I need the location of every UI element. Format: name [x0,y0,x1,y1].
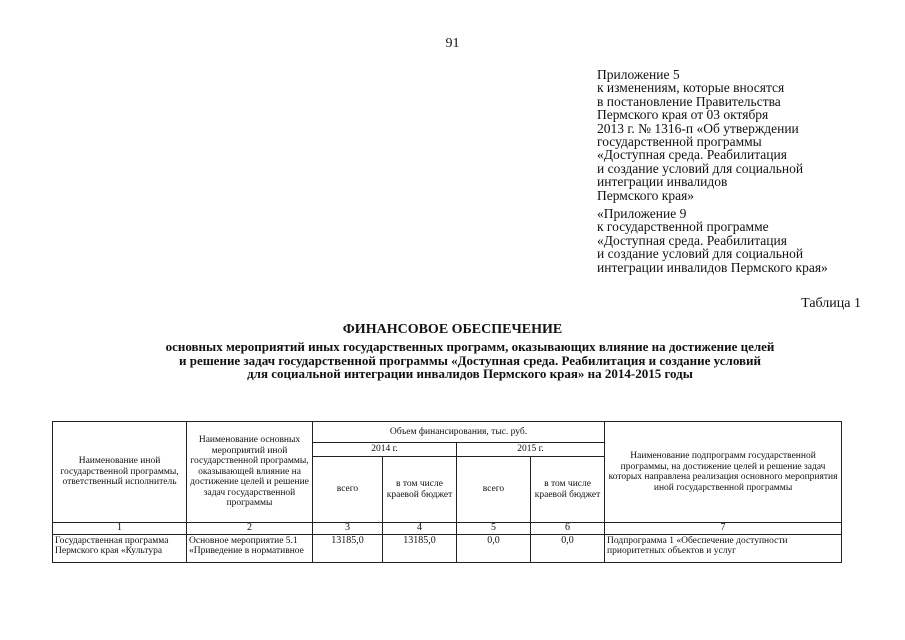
appendix-5-line: Приложение 5 [597,67,680,82]
header-regional-2014: в том числе краевой бюджет [383,457,457,523]
table-label: Таблица 1 [801,296,861,311]
header-funding: Объем финансирования, тыс. руб. [313,422,605,443]
column-number: 2 [187,523,313,535]
document-title: ФИНАНСОВОЕ ОБЕСПЕЧЕНИЕ [342,322,563,337]
column-number: 7 [605,523,842,535]
cell-2015-total: 0,0 [457,534,531,562]
appendix-5-line: интеграции инвалидов [597,174,728,190]
cell-measure-text: Основное мероприятие 5.1 «Приведение в нормативное [189,535,304,556]
appendix-9-line: интеграции инвалидов Пермского края» [597,259,828,275]
column-number: 4 [383,523,457,535]
cell-program-text: Государственная программа Пермского края «Культура [55,535,169,556]
cell-2014-regional: 13185,0 [383,534,457,562]
header-measure: Наименование основных мероприятий иной государственной программы, оказывающей влияние на достижение целей и решение задач государственной программы [187,422,313,523]
column-number: 6 [531,523,605,535]
header-total-2015: всего [457,457,531,523]
column-number: 3 [313,523,383,535]
appendix-5-line: «Доступная среда. Реабилитация [597,147,787,163]
appendix-5-note [597,68,877,202]
header-program: Наименование иной государственной программы, ответственный исполнитель [53,422,187,523]
table-row [53,534,842,562]
appendix-9-line: к государственной программе [597,219,769,235]
header-year-2014: 2014 г. [313,443,457,457]
appendix-9-line: «Приложение 9 [597,206,687,221]
cell-subprogram [605,534,842,562]
cell-2014-total: 13185,0 [313,534,383,562]
appendix-5-line: государственной программы [597,134,762,150]
cell-program [53,534,187,562]
cell-2015-regional: 0,0 [531,534,605,562]
appendix-5-line: и создание условий для социальной [597,160,804,176]
appendix-5-line: к изменениям, которые вносятся [597,80,785,96]
cell-measure [187,534,313,562]
header-total-2014: всего [313,457,383,523]
column-numbers-row [53,523,842,535]
subtitle-line: основных мероприятий иных государственных программ, оказывающих влияние на достижение целей [165,339,775,354]
document-subtitle [70,340,870,381]
cell-subprogram-text: Подпрограмма 1 «Обеспечение доступности приоритетных объектов и услуг [607,535,788,556]
appendix-5-line: Пермского края» [597,187,695,203]
appendix-9-note [597,207,897,274]
subtitle-line: для социальной интеграции инвалидов Пермского края» на 2014-2015 годы [247,366,693,381]
subtitle-line: и решение задач государственной программы «Доступная среда. Реабилитация и создание условий [178,352,762,368]
header-subprogram: Наименование подпрограмм государственной программы, на достижение целей и решение задач которых направлена реализация основного мероприятия иной государственной программы [605,422,842,523]
table-header-row [53,422,842,443]
column-number: 1 [53,523,187,535]
appendix-9-line: «Доступная среда. Реабилитация [597,232,787,248]
financing-table [52,421,842,563]
header-regional-2015: в том числе краевой бюджет [531,457,605,523]
appendix-5-line: 2013 г. № 1316-п «Об утверждении [597,120,799,136]
header-year-2015: 2015 г. [457,443,605,457]
appendix-5-line: в постановление Правительства [597,93,781,109]
column-number: 5 [457,523,531,535]
appendix-9-line: и создание условий для социальной [597,246,804,262]
appendix-5-line: Пермского края от 03 октября [597,107,769,123]
page-number: 91 [445,36,460,51]
